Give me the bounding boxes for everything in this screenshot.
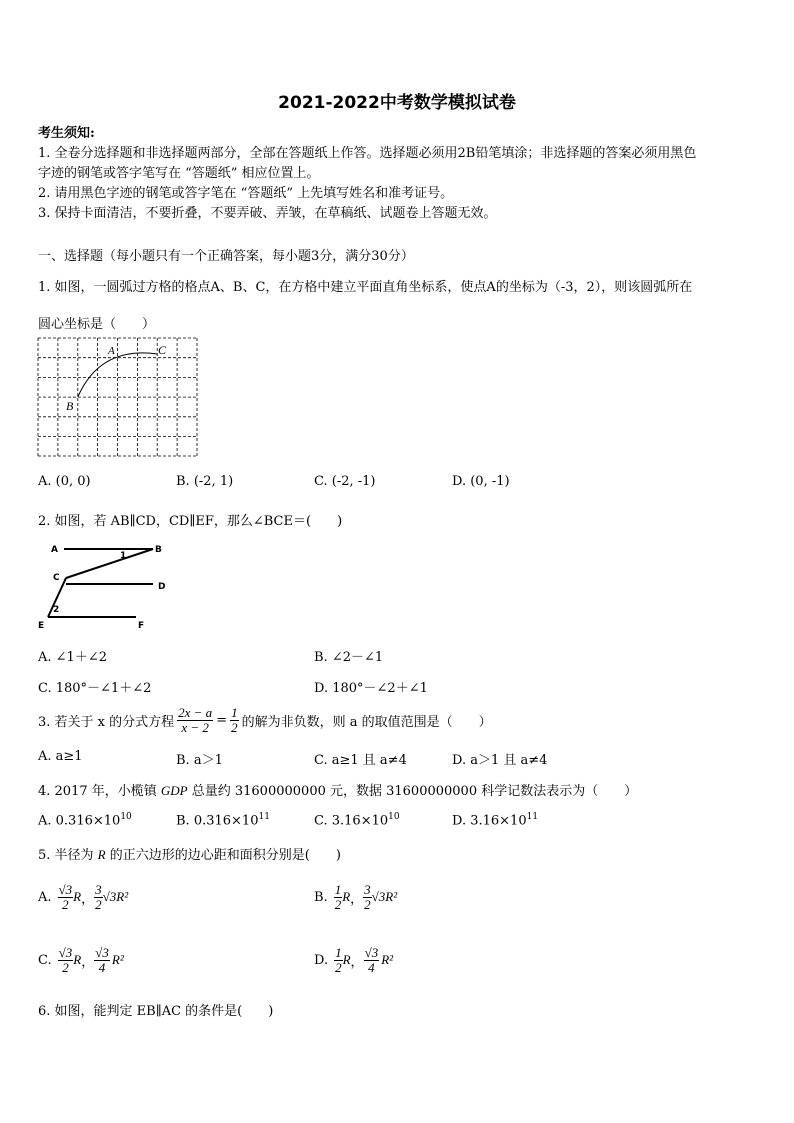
- q5-option-d[interactable]: [314, 941, 393, 979]
- question-4-stem: [38, 780, 637, 799]
- q1-option-c[interactable]: C. (-2, -1): [314, 474, 376, 489]
- comma: ，: [81, 891, 95, 907]
- q3-fraction-left: [177, 706, 213, 735]
- q4-d-exp: 11: [526, 812, 539, 822]
- q1-option-d[interactable]: D. (0, -1): [452, 474, 510, 489]
- q5-d-label: D.: [314, 952, 329, 968]
- question-1-stem-cont: 圆心坐标是（ ）: [38, 317, 156, 332]
- angle-2-label: 2: [53, 605, 60, 615]
- question-1-stem: 1. 如图，一圆弧过方格的格点A、B、C，在方格中建立平面直角坐标系，使点A的坐标为（-3，2），则该圆弧所在: [38, 280, 693, 295]
- frac-num: 3: [95, 881, 102, 897]
- q5-d-frac2: [364, 946, 380, 975]
- sqrt3: √3: [371, 889, 386, 904]
- frac-num: 1: [334, 881, 342, 897]
- q4-option-b[interactable]: [176, 812, 270, 828]
- q4-a-exp: 10: [120, 812, 132, 822]
- q4-b-base: B. 0.316×10: [176, 813, 259, 829]
- frac-den: 4: [368, 959, 375, 975]
- q2-option-a[interactable]: A. ∠1＋∠2: [38, 650, 107, 665]
- q1-option-a[interactable]: A. (0, 0): [38, 474, 91, 489]
- comma: ，: [350, 891, 364, 907]
- q5-b-label: B.: [314, 889, 328, 905]
- notice-item: 字迹的钢笔或答字笔写在 “答题纸” 相应位置上。: [38, 166, 320, 181]
- q5-option-a[interactable]: [38, 878, 128, 916]
- label-a: A: [51, 545, 58, 555]
- q5-b-frac2: [363, 883, 372, 912]
- q4-post: 总量约 31600000000 元，数据 31600000000 科学记数法表示为（ ）: [187, 784, 638, 799]
- frac-num: √3: [364, 944, 379, 960]
- q3-f2-den: 2: [231, 719, 238, 735]
- q3-pre: 3. 若关于 x 的分式方程: [38, 714, 175, 730]
- r-symbol: R: [73, 889, 82, 904]
- frac-num: 3: [364, 881, 371, 897]
- q2-option-c[interactable]: C. 180°－∠1＋∠2: [38, 681, 152, 696]
- q3-post: 的解为非负数，则 a 的取值范围是（ ）: [241, 714, 492, 730]
- q4-option-d[interactable]: [452, 812, 538, 828]
- point-label-b: B: [66, 399, 74, 413]
- q5-a-label: A.: [38, 889, 52, 905]
- q4-option-a[interactable]: [38, 812, 132, 828]
- q5-c-label: C.: [38, 952, 52, 968]
- frac-num: 1: [335, 944, 342, 960]
- notice-item: 3. 保持卡面清洁，不要折叠，不要弄破、弄皱，在草稿纸、试题卷上答题无效。: [38, 206, 497, 221]
- label-e: E: [38, 621, 45, 630]
- q3-option-c[interactable]: C. a≥1 且 a≠4: [314, 753, 407, 768]
- question-5-stem: [38, 844, 341, 863]
- r-squared: R²: [111, 952, 124, 967]
- point-label-a: A: [108, 345, 115, 357]
- notice-heading: 考生须知:: [38, 126, 95, 141]
- q5-option-b[interactable]: [314, 878, 397, 916]
- r-squared: R²: [385, 889, 398, 904]
- q3-option-d[interactable]: D. a＞1 且 a≠4: [452, 753, 548, 768]
- notice-item: 1. 全卷分选择题和非选择题两部分，全部在答题纸上作答。选择题必须用2B铅笔填涂；非选择题的答案必须用黑色: [38, 146, 697, 161]
- label-c: C: [53, 573, 60, 583]
- q5-c-frac2: [94, 946, 110, 975]
- q3-f1-num: 2x − a: [178, 704, 213, 720]
- question-2-parallel-figure: [36, 538, 176, 630]
- frac-den: 2: [62, 896, 69, 912]
- question-1-grid-figure: [36, 336, 200, 458]
- r-symbol: R: [342, 889, 351, 904]
- q4-option-c[interactable]: [314, 812, 400, 828]
- question-6-stem: 6. 如图，能判定 EB∥AC 的条件是( ): [38, 1004, 274, 1019]
- r-squared: R²: [116, 889, 129, 904]
- question-3-stem: [38, 702, 492, 738]
- notice-item: 2. 请用黑色字迹的钢笔或答字笔在 “答题纸” 上先填写姓名和准考证号。: [38, 186, 454, 201]
- frac-num: √3: [58, 944, 73, 960]
- q3-option-b[interactable]: B. a＞1: [176, 753, 223, 768]
- q4-pre: 4. 2017 年，小榄镇: [38, 784, 161, 799]
- frac-den: 2: [62, 959, 69, 975]
- question-2-stem: 2. 如图，若 AB∥CD，CD∥EF，那么∠BCE＝( ): [38, 514, 343, 529]
- q3-fraction-right: [230, 706, 239, 735]
- q3-f1-den: x − 2: [181, 719, 209, 735]
- q5-b-frac1: [334, 883, 343, 912]
- point-label-c: C: [158, 343, 167, 357]
- label-d: D: [158, 582, 166, 592]
- q5-post: 的正六边形的边心距和面积分别是( ): [105, 848, 341, 863]
- q3-f2-num: 1: [231, 704, 238, 720]
- frac-den: 4: [98, 959, 106, 975]
- frac-den: 2: [335, 959, 342, 975]
- q4-c-base: C. 3.16×10: [314, 813, 389, 829]
- q1-option-b[interactable]: B. (-2, 1): [176, 474, 234, 489]
- frac-den: 2: [334, 896, 342, 912]
- q4-gdp: GDP: [160, 783, 188, 798]
- section-heading: 一、选择题（每小题只有一个正确答案，每小题3分，满分30分）: [38, 249, 414, 264]
- q4-d-base: D. 3.16×10: [452, 813, 527, 829]
- r-symbol: R: [342, 952, 351, 967]
- angle-1-label: 1: [120, 551, 127, 561]
- comma: ，: [350, 954, 364, 970]
- q3-equals: =: [216, 712, 228, 728]
- q5-d-frac1: [334, 946, 343, 975]
- label-b: B: [155, 545, 162, 555]
- q4-a-base: A. 0.316×10: [38, 813, 121, 829]
- q5-r: R: [97, 847, 106, 862]
- sqrt3: √3: [102, 889, 117, 904]
- r-symbol: R: [73, 952, 82, 967]
- q4-b-exp: 11: [258, 812, 270, 822]
- comma: ，: [81, 954, 95, 970]
- frac-den: 2: [95, 896, 102, 912]
- q5-a-frac1: [58, 883, 74, 912]
- frac-num: √3: [95, 944, 109, 960]
- frac-num: √3: [58, 881, 73, 897]
- page-title: 2021-2022中考数学模拟试卷: [278, 93, 516, 113]
- q5-a-frac2: [94, 883, 103, 912]
- r-squared: R²: [381, 952, 394, 967]
- frac-den: 2: [364, 896, 371, 912]
- label-f: F: [138, 621, 145, 630]
- q5-option-c[interactable]: [38, 941, 124, 979]
- q5-c-frac1: [58, 946, 74, 975]
- q5-pre: 5. 半径为: [38, 848, 98, 863]
- q2-option-b[interactable]: B. ∠2－∠1: [314, 650, 384, 665]
- q4-c-exp: 10: [388, 812, 400, 822]
- q3-option-a[interactable]: A. a≥1: [38, 749, 83, 764]
- q2-option-d[interactable]: D. 180°－∠2＋∠1: [314, 681, 428, 696]
